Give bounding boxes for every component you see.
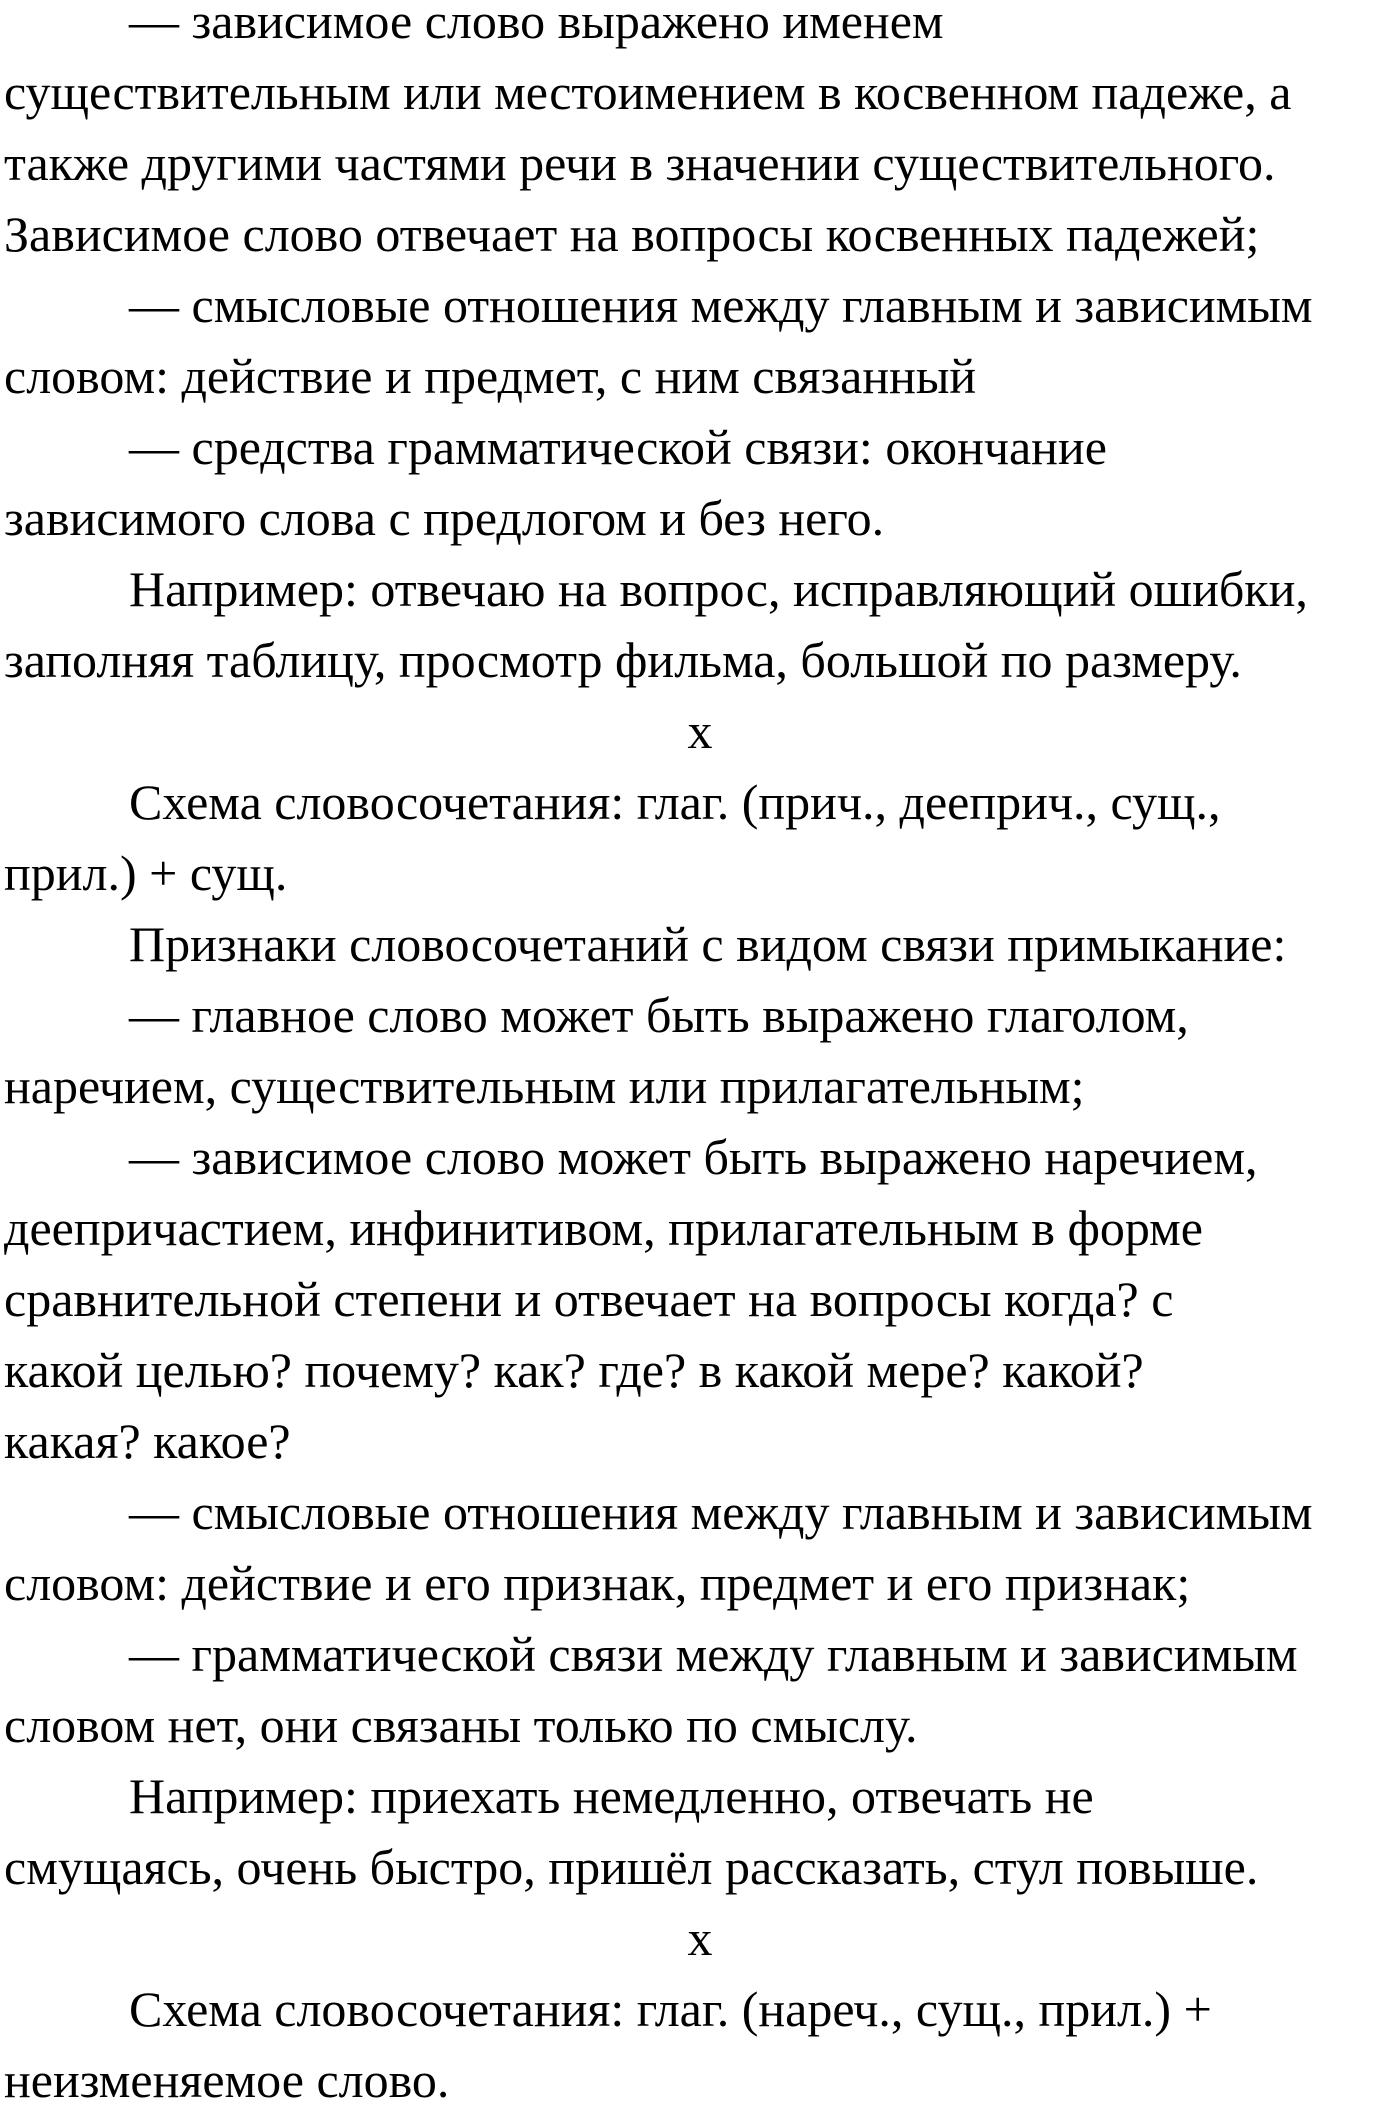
paragraph-example-1: Например: отвечаю на вопрос, исправляющий ошибки, заполняя таблицу, просмотр фильма, большой по размеру. [4, 561, 1308, 688]
paragraph-semantic-relations: — смысловые отношения между главным и зависимым словом: действие и предмет, с ним связанный [4, 277, 1313, 404]
paragraph-dependent-word: — зависимое слово выражено именем существительным или местоимением в косвенном падеже, а также другими частями речи в значении существительного. Зависимое слово отвечает на вопросы косвенных падежей; [4, 0, 1292, 262]
paragraph-main-word: — главное слово может быть выражено глаголом, наречием, существительным или прилагательным; [4, 987, 1189, 1114]
paragraph-example-2: Например: приехать немедленно, отвечать не смущаясь, очень быстро, пришёл рассказать, стул повыше. [4, 1768, 1259, 1895]
paragraph-signs-heading: Признаки словосочетаний с видом связи примыкание: [4, 916, 1287, 972]
paragraph-scheme-2: Схема словосочетания: глаг. (нареч., сущ., прил.) + неизменяемое слово. [4, 1981, 1212, 2108]
separator-x-1: x [687, 703, 713, 759]
paragraph-scheme-1: Схема словосочетания: глаг. (прич., дееприч., сущ., прил.) + сущ. [4, 774, 1221, 901]
paragraph-semantic-relations-2: — смысловые отношения между главным и зависимым словом: действие и его признак, предмет и его признак; [4, 1484, 1313, 1611]
paragraph-dependent-word-2: — зависимое слово может быть выражено наречием, деепричастием, инфинитивом, прилагательным в форме сравнительной степени и отвечает на вопросы когда? с какой целью? почему? как? где? в какой мере? какой? какая? какое? [4, 1129, 1258, 1469]
paragraph-grammatical-means: — средства грамматической связи: окончание зависимого слова с предлогом и без него. [4, 419, 1107, 546]
paragraph-no-grammatical-link: — грамматической связи между главным и зависимым словом нет, они связаны только по смыслу. [4, 1626, 1298, 1753]
separator-x-2: x [687, 1910, 713, 1966]
